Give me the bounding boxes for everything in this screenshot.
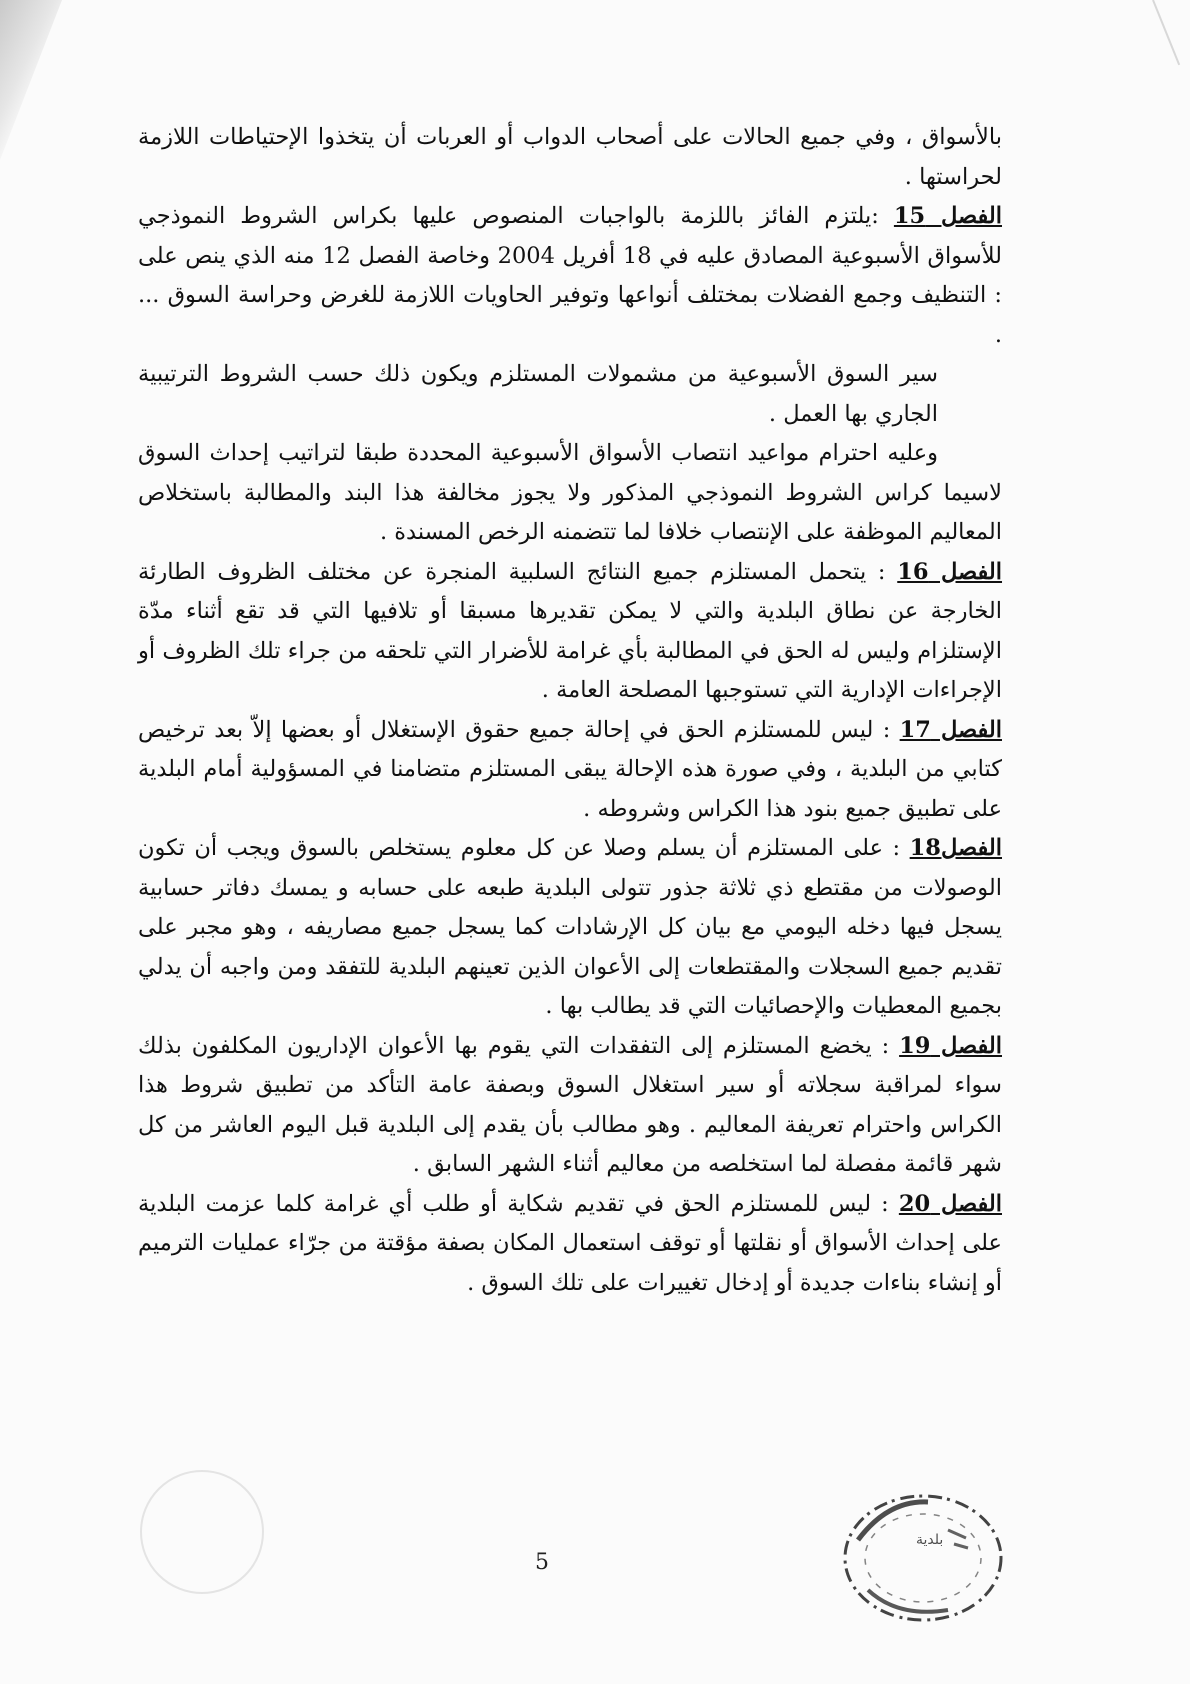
article-19 <box>138 1027 1002 1185</box>
paragraph-1 <box>138 118 1002 197</box>
paragraph-text: بالأسواق ، وفي جميع الحالات على أصحاب الدواب أو العربات أن يتخذوا الإحتياطات اللازمة لحراستها . <box>138 124 1002 190</box>
article-15 <box>138 197 1002 355</box>
article-label: الفصل 16 <box>897 558 1003 585</box>
document-body <box>138 118 1002 1303</box>
paragraph-text: : يخضع المستلزم إلى التفقدات التي يقوم بها الأعوان الإداريون المكلفون بذلك سواء لمراقبة سجلاته أو سير استغلال السوق وبصفة عامة التأكد من تطبيق شروط هذا الكراس واحترام تعريفة المعاليم . وهو مطالب بأن يقدم إلى البلدية قبل اليوم العاشر من كل شهر قائمة مفصلة لما استخلصه من معاليم أثناء الشهر السابق . <box>138 1032 1002 1177</box>
article-18 <box>138 829 1002 1027</box>
article-17 <box>138 711 1002 830</box>
paragraph-text: سير السوق الأسبوعية من مشمولات المستلزم ويكون ذلك حسب الشروط الترتيبية الجاري بها العمل . <box>138 361 938 427</box>
paragraph-text: : على المستلزم أن يسلم وصلا عن كل معلوم يستخلص بالسوق ويجب أن تكون الوصولات من مقتطع ذي ثلاثة جذور تتولى البلدية طبعه على حسابه و يمسك دفاتر حسابية يسجل فيها دخله اليومي مع بيان كل الإرشادات كما يسجل جميع مصاريفه ، وهو مجبر على تقديم جميع السجلات والمقتطعات إلى الأعوان الذين تعينهم البلدية للتفقد ومن واجبه أن يدلي بجميع المعطيات والإحصائيات التي قد يطالب بها . <box>138 835 1002 1019</box>
page-number: 5 <box>535 1550 549 1575</box>
paragraph-3 <box>138 355 1002 434</box>
faint-stamp-mark <box>140 1470 264 1594</box>
official-stamp <box>828 1480 1018 1630</box>
article-label: الفصل 17 <box>899 716 1002 743</box>
paragraph-text: : ليس للمستلزم الحق في إحالة جميع حقوق الإستغلال أو بعضها إلاّ بعد ترخيص كتابي من البلدية ، وفي صورة هذه الإحالة يبقى المستلزم متضامنا في المسؤولية أمام البلدية على تطبيق جميع بنود هذا الكراس وشروطه . <box>138 716 1002 822</box>
paragraph-text: : يتحمل المستلزم جميع النتائج السلبية المنجرة عن مختلف الظروف الطارئة الخارجة عن نطاق البلدية والتي لا يمكن تقديرها مسبقا أو تلافيها التي قد تقع أثناء مدّة الإستلزام وليس له الحق في المطالبة بأي غرامة للأضرار التي تلحقه من جراء تلك الظروف أو الإجراءات الإدارية التي تستوجبها المصلحة العامة . <box>138 558 1002 703</box>
paragraph-4 <box>138 434 1002 553</box>
article-16 <box>138 553 1002 711</box>
article-label: الفصل 20 <box>898 1190 1002 1217</box>
paragraph-text: : ليس للمستلزم الحق في تقديم شكاية أو طلب أي غرامة كلما عزمت البلدية على إحداث الأسواق أو نقلتها أو توقف استعمال المكان بصفة مؤقتة من جرّاء عمليات الترميم أو إنشاء بناءات جديدة أو إدخال تغييرات على تلك السوق . <box>138 1190 1002 1296</box>
page-edge-mark <box>1152 0 1180 65</box>
paragraph-text: وعليه احترام مواعيد انتصاب الأسواق الأسبوعية المحددة طبقا لتراتيب إحداث السوق لاسيما كراس الشروط النموذجي المذكور ولا يجوز مخالفة هذا البند والمطالبة باستخلاص المعاليم الموظفة على الإنتصاب خلافا لما تتضمنه الرخص المسندة . <box>138 440 1002 545</box>
article-label: الفصل18 <box>909 835 1002 861</box>
article-label: الفصل 19 <box>899 1032 1002 1059</box>
article-label: الفصل 15 <box>893 203 1002 229</box>
page-corner-fold <box>0 0 62 160</box>
article-20 <box>138 1185 1002 1304</box>
stamp-text: بلدية <box>916 1532 944 1548</box>
paragraph-text: :يلتزم الفائز باللزمة بالواجبات المنصوص عليها بكراس الشروط النموذجي للأسواق الأسبوعية المصادق عليه في 18 أفريل 2004 وخاصة الفصل 12 منه الذي ينص على : التنظيف وجمع الفضلات بمختلف أنواعها وتوفير الحاويات اللازمة للغرض وحراسة السوق ... . <box>138 203 1002 348</box>
